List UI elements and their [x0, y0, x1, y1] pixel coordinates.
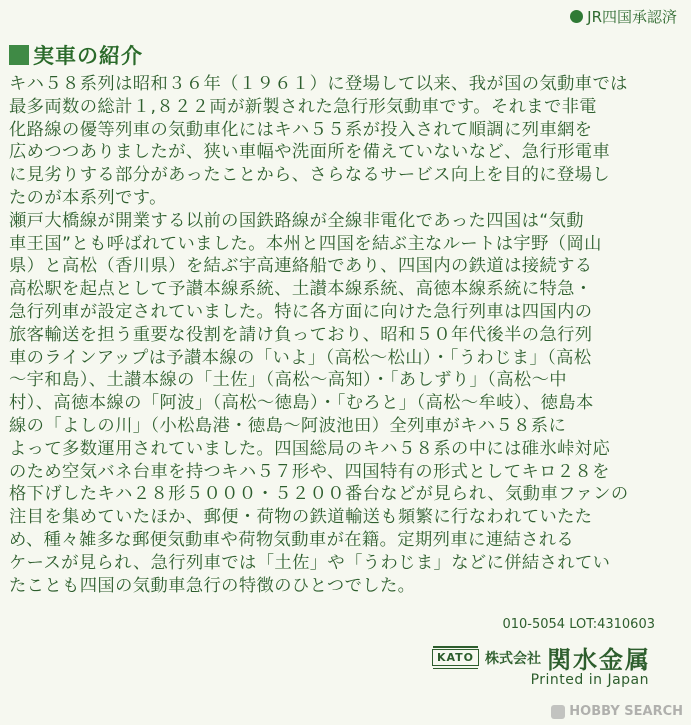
text-line: のため空気バネ台車を持つキハ５７形や、四国特有の形式としてキロ２８を [9, 461, 610, 482]
approval-dot-icon [570, 10, 583, 23]
text-line: 車王国”とも呼ばれていました。本州と四国を結ぶ主なルートは宇野（岡山 [9, 233, 602, 254]
text-line: 車のラインアップは予讃本線の「いよ」（高松～松山）・「うわじま」（高松 [9, 347, 592, 368]
printed-in: Printed in Japan [530, 672, 649, 688]
text-line: ケースが見られ、急行列車では「土佐」や「うわじま」などに併結されてい [9, 552, 611, 573]
section-title: 実車の紹介 [33, 44, 143, 68]
text-line: たことも四国の気動車急行の特徴のひとつでした。 [9, 575, 416, 596]
text-line: 格下げしたキハ２８形５０００・５２００番台などが見られ、気動車ファンの [9, 484, 629, 505]
maker-block [432, 640, 651, 675]
watermark-brand: HOBBY SEARCH [569, 704, 683, 719]
approval-text: JR四国承認済 [587, 8, 677, 26]
product-code: 010-5054 LOT:4310603 [502, 617, 655, 632]
text-line: キハ５８系列は昭和３６年（１９６１）に登場して以来、我が国の気動車では [9, 74, 628, 94]
text-line: 村）、高徳本線の「阿波」（高松～徳島）・「むろと」（高松～牟岐）、徳島本 [9, 393, 594, 414]
watermark-icon [551, 705, 565, 719]
text-line: 線の「よしの川」（小松島港・徳島～阿波池田）全列車がキハ５８系に [9, 415, 567, 436]
text-line: ～宇和島）、土讃本線の「土佐」（高松～高知）・「あしずり」（高松～中 [9, 370, 567, 391]
section-heading [9, 40, 143, 70]
text-line: 急行列車が設定されていました。特に各方面に向けた急行列車は四国内の [9, 301, 593, 322]
company-prefix: 株式会社 [485, 650, 541, 667]
heading-square-icon [9, 45, 29, 65]
text-line: 注目を集めていたほか、郵便・荷物の鉄道輸送も頻繁に行なわれていたた [9, 507, 593, 528]
text-line: たのが本系列です。 [9, 187, 167, 208]
text-line: 高松駅を起点として予讃本線系統、土讃本線系統、高徳本線系統に特急・ [9, 279, 593, 300]
text-line: め、種々雑多な郵便気動車や荷物気動車が在籍。定期列車に連結される [9, 529, 575, 550]
text-line: 化路線の優等列車の気動車化にはキハ５５系が投入されて順調に列車網を [9, 119, 593, 140]
kato-logo: KATO [432, 649, 479, 666]
text-line: 最多両数の総計１,８２２両が新製された急行形気動車です。それまで非電 [9, 96, 597, 117]
company-name: 関水金属 [547, 646, 651, 674]
text-line: 瀬戸大橋線が開業する以前の国鉄路線が全線非電化であった四国は“気動 [9, 210, 584, 231]
text-line: に見劣りする部分があったことから、さらなるサービス向上を目的に登場し [9, 165, 610, 186]
text-line: 旅客輸送を担う重要な役割を請け負っており、昭和５０年代後半の急行列 [9, 324, 593, 345]
approval-badge [570, 6, 677, 27]
text-line: 広めつつありましたが、狭い車幅や洗面所を備えていないなど、急行形電車 [9, 142, 611, 163]
description-text [9, 73, 681, 597]
text-line: 県）と高松（香川県）を結ぶ宇高連絡船であり、四国内の鉄道は接続する [9, 256, 593, 277]
text-line: よって多数運用されていました。四国総局のキハ５８系の中には碓氷峠対応 [9, 438, 611, 459]
watermark [551, 704, 683, 719]
